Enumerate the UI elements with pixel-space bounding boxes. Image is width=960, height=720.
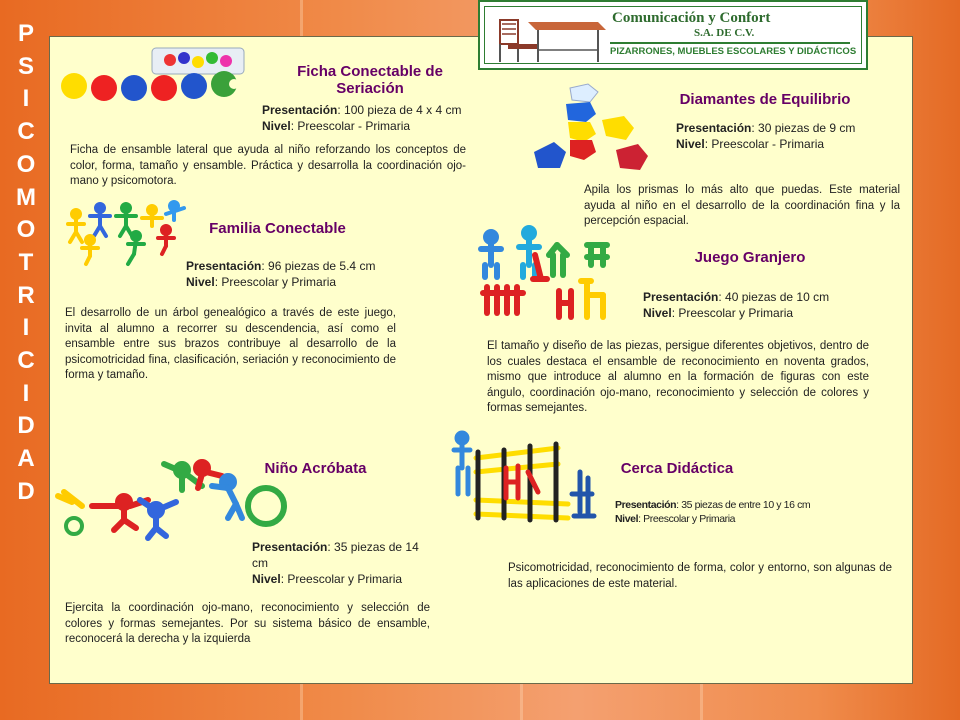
cerca-description: Psicomotricidad, reconocimiento de forma, color y entorno, son algunas de las aplicaciones de este material. xyxy=(508,562,892,590)
ficha-nivel: : Preescolar - Primaria xyxy=(290,119,411,133)
cerca-meta xyxy=(615,498,855,526)
familia-conectable-image xyxy=(62,200,192,270)
presentacion-label: Presentación xyxy=(615,499,677,511)
nivel-label: Nivel xyxy=(615,513,639,525)
granjero-presentacion: : 40 piezas de 10 cm xyxy=(718,290,830,304)
nivel-label: Nivel xyxy=(643,306,672,320)
nino-meta xyxy=(252,539,422,587)
side-word-letter: M xyxy=(16,183,36,211)
nino-title: Niño Acróbata xyxy=(264,460,367,477)
nivel-label: Nivel xyxy=(186,275,215,289)
side-word-letter: I xyxy=(22,85,30,113)
logo-company-name: Comunicación y Confort xyxy=(612,10,771,26)
ficha-title: Ficha Conectable de Seriación xyxy=(297,63,443,97)
cerca-nivel: : Preescolar y Primaria xyxy=(638,513,736,525)
logo-company-suffix: S.A. DE C.V. xyxy=(694,27,755,39)
familia-presentacion: : 96 piezas de 5.4 cm xyxy=(261,259,376,273)
ficha-description: Ficha de ensamble lateral que ayuda al niño reforzando los conceptos de color, forma, tamaño y ensamble. Práctica y desarrolla la coordinación ojo-mano y psicomotora. xyxy=(70,144,466,187)
side-word-letter: I xyxy=(22,314,30,342)
nivel-label: Nivel xyxy=(676,137,705,151)
nivel-label: Nivel xyxy=(262,119,291,133)
side-word-letter: C xyxy=(17,347,35,375)
side-word-letter: O xyxy=(16,216,36,244)
nino-nivel: : Preescolar y Primaria xyxy=(280,572,403,586)
familia-nivel: : Preescolar y Primaria xyxy=(214,275,337,289)
logo-divider xyxy=(610,42,850,44)
familia-title: Familia Conectable xyxy=(209,220,346,237)
cerca-title: Cerca Didáctica xyxy=(620,460,734,477)
side-word-letter: S xyxy=(17,52,34,80)
familia-description: El desarrollo de un árbol genealógico a través de este juego, invita al alumno a recorrer su descendencia, así como el ensamble entre sus brazos contribuye al desarrollo de la psicomotricidad fina, clasificación, seriación y reconocimiento de forma y tamaño. xyxy=(65,307,396,381)
diamantes-nivel: : Preescolar - Primaria xyxy=(704,137,825,151)
company-logo xyxy=(478,0,868,70)
presentacion-label: Presentación xyxy=(643,290,719,304)
side-word-letter: O xyxy=(16,150,36,178)
side-word-letter: I xyxy=(22,379,30,407)
side-word-letter: A xyxy=(17,445,35,473)
familia-meta xyxy=(186,258,386,290)
nino-description: Ejercita la coordinación ojo-mano, reconocimiento y selección de colores y formas semejantes. Por su sistema básico de ensamble, reconocerá la derecha y la izquierda xyxy=(65,602,430,645)
diamantes-presentacion: : 30 piezas de 9 cm xyxy=(751,121,856,135)
presentacion-label: Presentación xyxy=(262,103,338,117)
presentacion-label: Presentación xyxy=(186,259,262,273)
nivel-label: Nivel xyxy=(252,572,281,586)
side-word-letter: T xyxy=(18,248,34,276)
cerca-presentacion: : 35 piezas de entre 10 y 16 cm xyxy=(676,499,811,511)
presentacion-label: Presentación xyxy=(252,540,328,554)
side-vertical-title xyxy=(6,18,46,509)
desk-chair-icon xyxy=(498,10,608,66)
ficha-conectable-image xyxy=(52,44,252,102)
granjero-meta xyxy=(643,289,843,321)
diamantes-meta xyxy=(676,120,876,152)
juego-granjero-image xyxy=(475,225,615,325)
granjero-title: Juego Granjero xyxy=(694,249,806,266)
side-word-letter: P xyxy=(17,20,34,47)
cerca-didactica-image xyxy=(448,428,608,523)
granjero-description: El tamaño y diseño de las piezas, persigue diferentes objetivos, dentro de los cuales destaca el ensamble de reconocimiento en noventa grados, mismo que introduce al alumno en la formación de figuras con este ángulo, coordinación ojo-mano, reconocimiento y selección de colores y formas semejantes. xyxy=(487,340,869,414)
side-word-letter: R xyxy=(17,281,35,309)
logo-tagline: PIZARRONES, MUEBLES ESCOLARES Y DIDÁCTICOS xyxy=(610,46,857,57)
ficha-presentacion: : 100 pieza de 4 x 4 cm xyxy=(337,103,462,117)
side-word-letter: D xyxy=(17,412,35,440)
side-word-letter: D xyxy=(17,477,35,505)
granjero-nivel: : Preescolar y Primaria xyxy=(671,306,794,320)
side-word-letter: C xyxy=(17,118,35,146)
diamantes-description: Apila los prismas lo más alto que puedas. Este material ayuda al niño en el desarrollo de la coordinación fina y la percepción espacial. xyxy=(584,184,900,227)
diamantes-equilibrio-image xyxy=(530,80,660,180)
nino-presentacion: : 35 piezas de 14 cm xyxy=(252,540,419,570)
diamantes-title: Diamantes de Equilibrio xyxy=(679,91,851,108)
ficha-meta xyxy=(262,102,472,134)
presentacion-label: Presentación xyxy=(676,121,752,135)
